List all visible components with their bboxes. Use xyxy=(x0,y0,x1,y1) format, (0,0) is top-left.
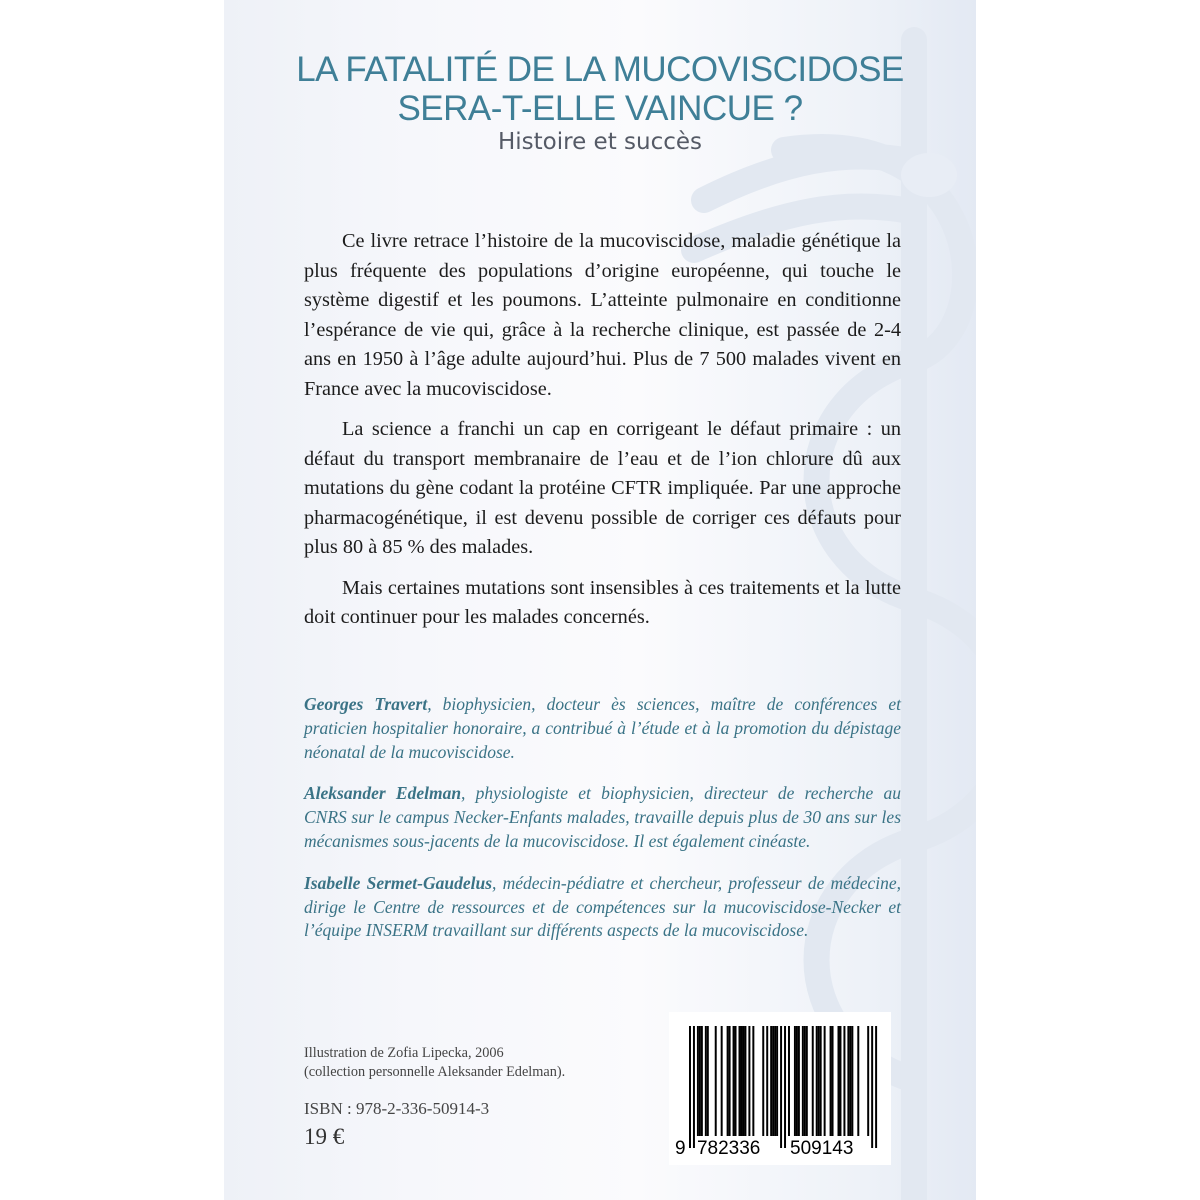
barcode-bar xyxy=(735,1026,737,1136)
barcode-bar xyxy=(851,1026,853,1136)
summary-paragraph-3: Mais certaines mutations sont insensibles à ces traitements et la lutte doit continuer pour les malades concernés. xyxy=(304,576,901,628)
book-subtitle: Histoire et succès xyxy=(497,129,703,155)
barcode-bar xyxy=(780,1026,782,1148)
barcode-bar xyxy=(697,1026,699,1136)
title-line-1: LA FATALITÉ DE LA MUCOVISCIDOSE xyxy=(296,50,904,89)
barcode-bar xyxy=(824,1026,826,1136)
summary-paragraph-2: La science a franchi un cap en corrigeant le défaut primaire : un défaut du transport membranaire de l’eau et de l’ion chlorure dû aux mutations du gène codant la protéine CFTR impliquée. Par une approche pharmacogénétique, il est devenu possible de corriger ces défauts pour plus 80 à 85 % des malades. xyxy=(304,418,901,558)
barcode-bar xyxy=(847,1026,849,1136)
barcode-bar xyxy=(816,1026,818,1136)
barcode-bar xyxy=(867,1026,869,1136)
barcode-bar xyxy=(707,1026,709,1136)
barcode-bar xyxy=(729,1026,731,1136)
barcode-bar xyxy=(849,1026,851,1136)
barcode-bar xyxy=(798,1026,800,1136)
barcode-bar xyxy=(802,1026,804,1136)
author-name-2: Aleksander Edelman xyxy=(304,783,462,804)
barcode-icon xyxy=(669,1012,891,1165)
barcode-bar xyxy=(744,1026,746,1136)
barcode-digits: 782336 xyxy=(696,1138,761,1159)
barcode-bar xyxy=(689,1026,691,1148)
barcode-bar xyxy=(806,1026,808,1136)
barcode-bar xyxy=(721,1026,723,1136)
barcode-bar xyxy=(705,1026,707,1136)
isbn: ISBN : 978-2-336-50914-3 xyxy=(304,1099,490,1118)
barcode-bar xyxy=(762,1026,764,1136)
barcode-bar xyxy=(699,1026,701,1136)
barcode-bar xyxy=(794,1026,796,1136)
barcode-bar xyxy=(796,1026,798,1136)
barcode-bar xyxy=(701,1026,703,1136)
back-cover xyxy=(224,0,976,1200)
barcode-bar xyxy=(727,1026,729,1136)
summary-paragraph-1: Ce livre retrace l’histoire de la mucoviscidose, maladie génétique la plus fréquente des populations d’origine européenne, qui touche le système digestif et les poumons. L’atteinte pulmonaire en conditionne l’espérance de vie qui, grâce à la recherche clinique, est passée de 2-4 ans en 1950 à l’âge adulte aujourd’hui. Plus de 7 500 malades vivent en France avec la mucoviscidose. xyxy=(304,230,901,400)
illustration-credit xyxy=(304,1044,624,1082)
author-bio-text-1: , biophysicien, docteur ès sciences, maître de conférences et praticien hospitalier honoraire, a contribué à l’étude et à la promotion du dépistage néonatal de la mucoviscidose. xyxy=(304,694,901,762)
barcode-bar xyxy=(871,1026,873,1148)
barcode-bar xyxy=(776,1026,778,1136)
credit-line-1: Illustration de Zofia Lipecka, 2006 xyxy=(304,1045,504,1061)
author-bio-1 xyxy=(304,693,901,764)
barcode-bar xyxy=(875,1026,877,1148)
barcode-bar xyxy=(832,1026,834,1136)
barcode-bar xyxy=(843,1026,845,1136)
barcode-bar xyxy=(772,1026,774,1136)
barcode-bar xyxy=(740,1026,742,1136)
barcode-bar xyxy=(733,1026,735,1136)
barcode-bar xyxy=(774,1026,776,1136)
author-name-3: Isabelle Sermet-Gaudelus xyxy=(304,872,493,893)
barcode-bar xyxy=(748,1026,750,1136)
summary-text xyxy=(304,227,901,644)
author-bio-text-3: , médecin-pédiatre et chercheur, professeur de médecine, dirige le Centre de ressources et de compétences sur la mucoviscidose-Necker et l’équipe INSERM travaillant sur différents aspects de la mucoviscidose. xyxy=(304,872,901,941)
barcode xyxy=(669,1012,891,1165)
barcode-bar xyxy=(788,1026,790,1136)
barcode-bar xyxy=(818,1026,820,1136)
barcode-bar xyxy=(770,1026,772,1136)
barcode-bar xyxy=(766,1026,768,1136)
author-bios xyxy=(304,693,901,961)
barcode-digits: 9 xyxy=(675,1138,686,1159)
barcode-bar xyxy=(693,1026,695,1148)
barcode-bar xyxy=(752,1026,754,1136)
barcode-bar xyxy=(838,1026,840,1136)
title-line-2: SERA-T-ELLE VAINCUE ? xyxy=(397,89,803,128)
barcode-bar xyxy=(784,1026,786,1148)
barcode-bar xyxy=(830,1026,832,1136)
barcode-bar xyxy=(812,1026,814,1136)
barcode-bar xyxy=(804,1026,806,1136)
barcode-bar xyxy=(742,1026,744,1136)
author-name-1: Georges Travert xyxy=(304,694,428,714)
barcode-bar xyxy=(857,1026,859,1136)
barcode-bar xyxy=(820,1026,822,1136)
author-bio-text-2: , physiologiste et biophysicien, directeur de recherche au CNRS sur le campus Necker-Enfants malades, travaille depuis plus de 30 ans sur les mécanismes sous-jacents de la mucoviscidose. Il est également cinéaste. xyxy=(304,783,901,851)
barcode-digits: 509143 xyxy=(790,1138,854,1159)
barcode-bar xyxy=(739,1026,741,1136)
credit-line-2: (collection personnelle Aleksander Edelman). xyxy=(304,1064,566,1080)
book-title xyxy=(224,50,976,128)
barcode-bar xyxy=(715,1026,717,1136)
author-bio-3 xyxy=(304,872,901,943)
barcode-bar xyxy=(839,1026,841,1136)
author-bio-2 xyxy=(304,782,901,853)
price: 19 € xyxy=(304,1124,345,1149)
